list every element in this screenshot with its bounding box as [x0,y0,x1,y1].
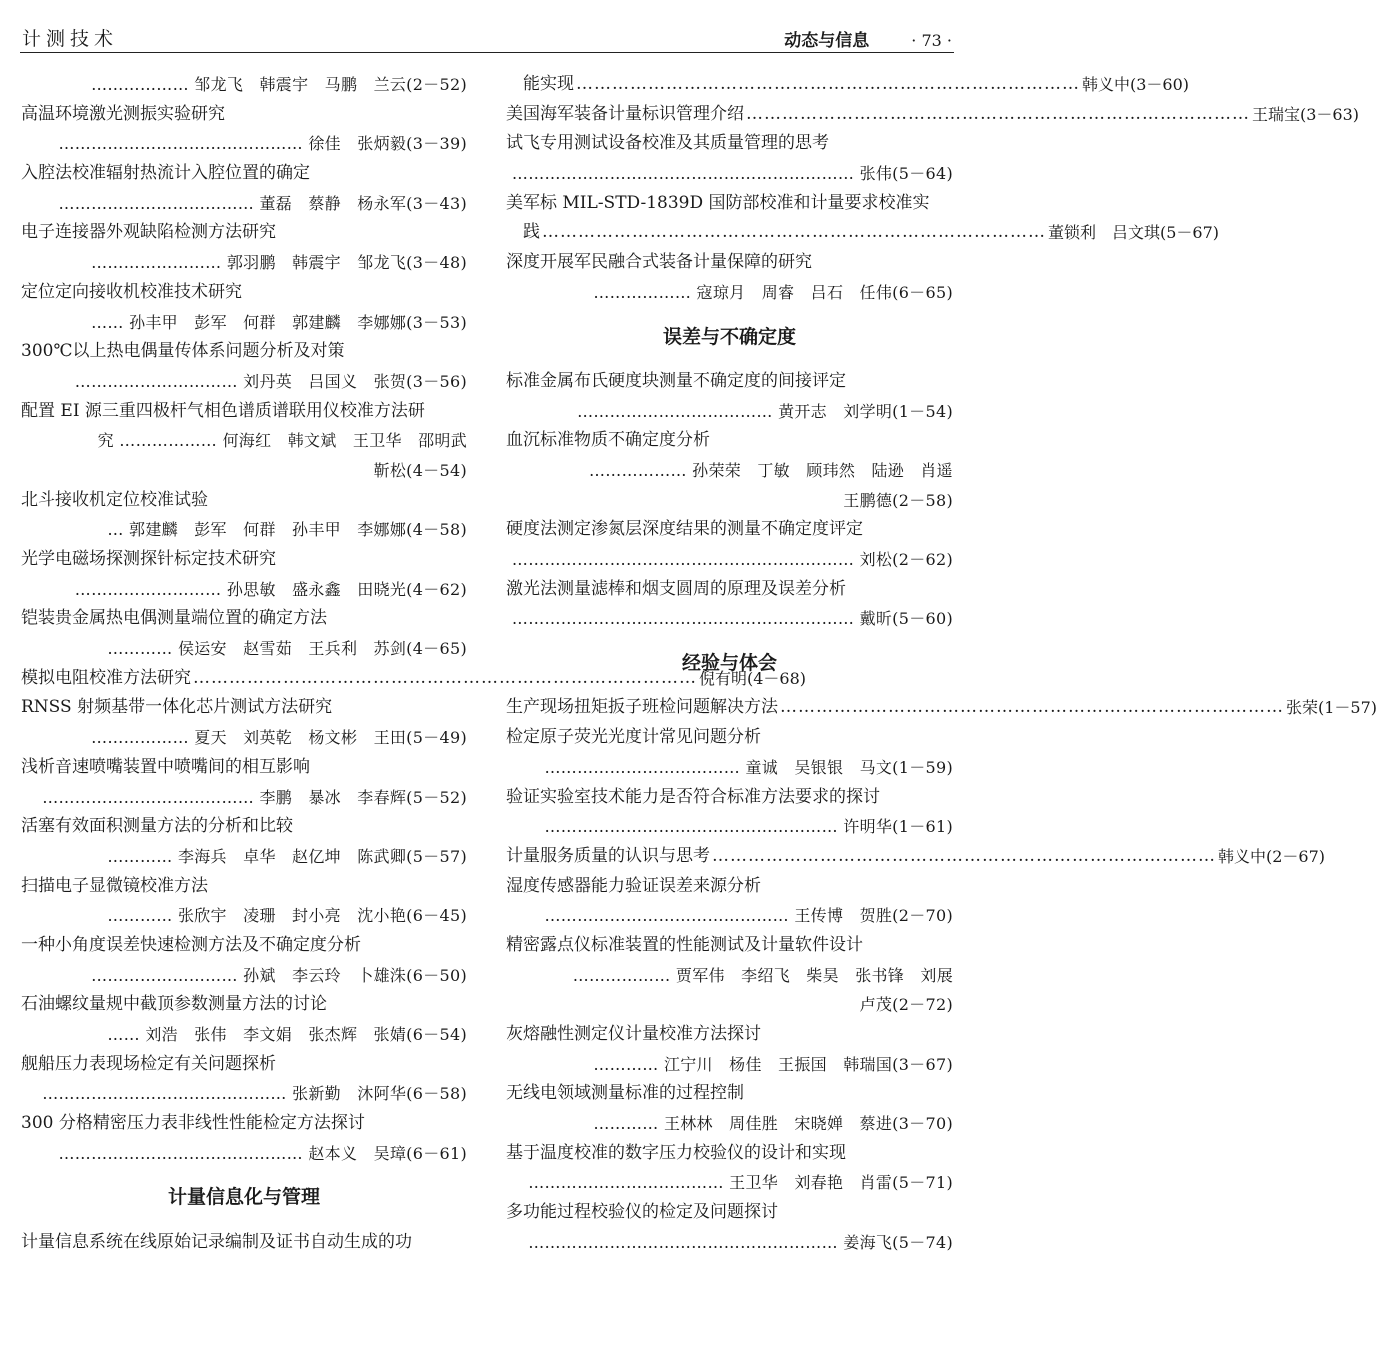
entry-title: 验证实验室技术能力是否符合标准方法要求的探讨 [506,786,880,807]
entry-authors: ……………………………………… 王传博 贺胜(2－70) [544,906,953,926]
entry-authors: ……………… 夏天 刘英乾 杨文彬 王田(5－49) [91,728,467,748]
entry-title: 一种小角度误差快速检测方法及不确定度分析 [21,934,361,955]
entry-title: 入腔法校准辐射热流计入腔位置的确定 [21,163,310,184]
entry-authors: ……………… 寇琼月 周睿 吕石 任伟(6－65) [593,282,953,302]
entry-title: 定位定向接收机校准技术研究 [21,281,242,302]
entry-authors: ………… 侯运安 赵雪茹 王兵利 苏剑(4－65) [107,639,467,659]
entry-authors: ……………………………… 王卫华 刘春艳 肖雷(5－71) [528,1173,953,1193]
entry-title: 硬度法测定渗氮层深度结果的测量不确定度评定 [506,519,863,540]
entry-title: 激光法测量滤棒和烟支圆周的原理及误差分析 [506,578,846,599]
entry-title: 精密露点仪标准装置的性能测试及计量软件设计 [506,934,863,955]
entry-title: 模拟电阻校准方法研究 [21,667,191,688]
entry-authors: 韩义中(3－60) [1082,75,1190,94]
entry-authors: ……………… 贾军伟 李绍飞 柴昊 张书锋 刘展 [572,965,953,985]
entry-title: 计量信息系统在线原始记录编制及证书自动生成的功 [21,1231,412,1252]
entry-authors: 究 ……………… 何海红 韩文斌 王卫华 邵明武 [97,431,467,451]
page-number: · 73 · [911,31,952,50]
entry-authors: 倪有明(4－68) [699,668,807,688]
entry-title: 高温环境激光测振实验研究 [21,103,225,124]
entry-authors: ………… 王林林 周佳胜 宋晓婵 蔡进(3－70) [593,1114,953,1134]
entry-authors: ……………………… 孙斌 李云玲 卜雄洙(6－50) [91,965,467,985]
entry-authors: ……………………………… 童诚 吴银银 马文(1－59) [544,757,953,777]
entry-title: 美军标 MIL-STD-1839D 国防部校准和计量要求校准实 [506,192,930,213]
entry-authors: 王鹏德(2－58) [843,490,953,510]
entry-authors: ………………………… 刘丹英 吕国义 张贺(3－56) [74,371,467,391]
entry-title: 浅析音速喷嘴装置中喷嘴间的相互影响 [21,756,310,777]
entry-authors: 韩义中(2－67) [1218,846,1326,866]
leader-dots: ………………………………………………………………………… [780,697,1284,718]
entry-title: 血沉标准物质不确定度分析 [506,430,710,451]
leader-dots: ………………………………………………………………………… [193,667,697,688]
entry-authors: ………… 李海兵 卓华 赵亿坤 陈武卿(5－57) [107,846,467,866]
entry-title: 检定原子荧光光度计常见问题分析 [506,727,761,748]
entry-authors: ……………………………………… 赵本义 吴璋(6－61) [58,1143,467,1163]
leader-dots: ………………………………………………………………………… [576,74,1080,94]
entry-authors: ……………………………… 董磊 蔡静 杨永军(3－43) [58,193,467,213]
entry-authors: ……………… 孙荣荣 丁敏 顾玮然 陆逊 肖遥 [589,460,953,480]
section-heading: 计量信息化与管理 [167,1186,320,1209]
entry-row [506,70,1190,100]
entry-authors: ………………………………………………… 姜海飞(5－74) [528,1232,953,1252]
entry-authors: 卢茂(2－72) [859,995,953,1015]
entry-title: 践 [506,222,540,243]
entry-title: 无线电领域测量标准的过程控制 [506,1083,744,1104]
leader-dots: ………………………………………………………………………… [712,845,1216,866]
entry-title: 300℃以上热电偶量传体系问题分析及对策 [21,341,345,362]
entry-title: 舰船压力表现场检定有关问题探析 [21,1053,276,1074]
entry-authors: ……………… 邹龙飞 韩震宇 马鹏 兰云(2－52) [91,75,467,94]
entry-title: 配置 EI 源三重四极杆气相色谱质谱联用仪校准方法研 [21,400,425,421]
entry-title: 铠装贵金属热电偶测量端位置的确定方法 [21,608,327,629]
entry-title: RNSS 射频基带一体化芯片测试方法研究 [21,697,333,718]
entry-authors: 张荣(1－57) [1286,698,1377,718]
entry-title: 北斗接收机定位校准试验 [21,489,208,510]
entry-title: 活塞有效面积测量方法的分析和比较 [21,816,293,837]
entry-authors: …… 刘浩 张伟 李文娟 张杰辉 张婧(6－54) [107,1025,467,1044]
entry-title: 300 分格精密压力表非线性性能检定方法探讨 [21,1113,365,1134]
entry-authors: ……………………………………… 徐佳 张炳毅(3－39) [58,134,467,154]
entry-title: 计量服务质量的认识与思考 [506,845,710,866]
page-header [20,22,954,53]
entry-authors: ………… 张欣宇 凌珊 封小亮 沈小艳(6－45) [107,906,467,926]
entry-authors: 董锁利 吕文琪(5－67) [1048,223,1220,243]
entry-title: 试飞专用测试设备校准及其质量管理的思考 [506,133,829,154]
entry-authors: 靳松(4－54) [373,460,467,480]
entry-title: 多功能过程校验仪的检定及问题探讨 [506,1202,778,1223]
entry-authors: …… 孙丰甲 彭军 何群 郭建麟 李娜娜(3－53) [91,312,467,332]
leader-dots: ………………………………………………………………………… [542,222,1046,243]
entry-title: 深度开展军民融合式装备计量保障的研究 [506,252,812,273]
entry-authors: 王瑞宝(3－63) [1252,104,1360,124]
entry-authors: ……………………………………………………… 刘松(2－62) [511,550,953,570]
section-header [784,26,952,51]
entry-authors: ………… 江宁川 杨佳 王振国 韩瑞国(3－67) [593,1054,953,1074]
entry-authors: ……………………………………………………… 戴昕(5－60) [511,609,953,629]
entry-title: 石油螺纹量规中截顶参数测量方法的讨论 [21,994,327,1015]
entry-title: 基于温度校准的数字压力校验仪的设计和实现 [506,1142,846,1163]
section-heading: 经验与体会 [681,652,777,675]
entry-row [506,693,1377,723]
entry-row [506,842,1326,872]
entry-authors: ……………………………… 黄开志 刘学明(1－54) [577,401,953,421]
entry-authors: ………………………………… 李鹏 暴冰 李春辉(5－52) [42,787,467,807]
entry-title: 电子连接器外观缺陷检测方法研究 [21,222,276,243]
entry-title: 能实现 [506,74,574,94]
entry-row [506,218,1220,248]
entry-row [506,100,1360,130]
entry-authors: ……………………………………………… 许明华(1－61) [544,817,953,837]
entry-title: 湿度传感器能力验证误差来源分析 [506,875,761,896]
entry-title: 美国海军装备计量标识管理介绍 [506,103,744,124]
entry-authors: … 郭建麟 彭军 何群 孙丰甲 李娜娜(4－58) [107,520,467,540]
right-column [506,70,1377,1258]
entry-row [21,664,807,694]
section-name: 动态与信息 [784,31,870,51]
leader-dots: ………………………………………………………………………… [746,103,1250,124]
section-heading: 误差与不确定度 [662,325,796,348]
entry-authors: ……………………… 孙思敏 盛永鑫 田晓光(4－62) [74,579,467,599]
entry-authors: ……………………………………………………… 张伟(5－64) [511,164,953,184]
entry-title: 灰熔融性测定仪计量校准方法探讨 [506,1024,761,1045]
entry-title: 扫描电子显微镜校准方法 [21,875,208,896]
entry-authors: ……………………………………… 张新勤 沐阿华(6－58) [42,1084,467,1104]
entry-title: 标准金属布氏硬度块测量不确定度的间接评定 [506,370,846,391]
journal-title: 计测技术 [22,28,119,50]
entry-authors: …………………… 郭羽鹏 韩震宇 邹龙飞(3－48) [91,253,467,273]
entry-title: 光学电磁场探测探针标定技术研究 [21,549,276,569]
entry-title: 生产现场扭矩扳子班检问题解决方法 [506,697,778,718]
